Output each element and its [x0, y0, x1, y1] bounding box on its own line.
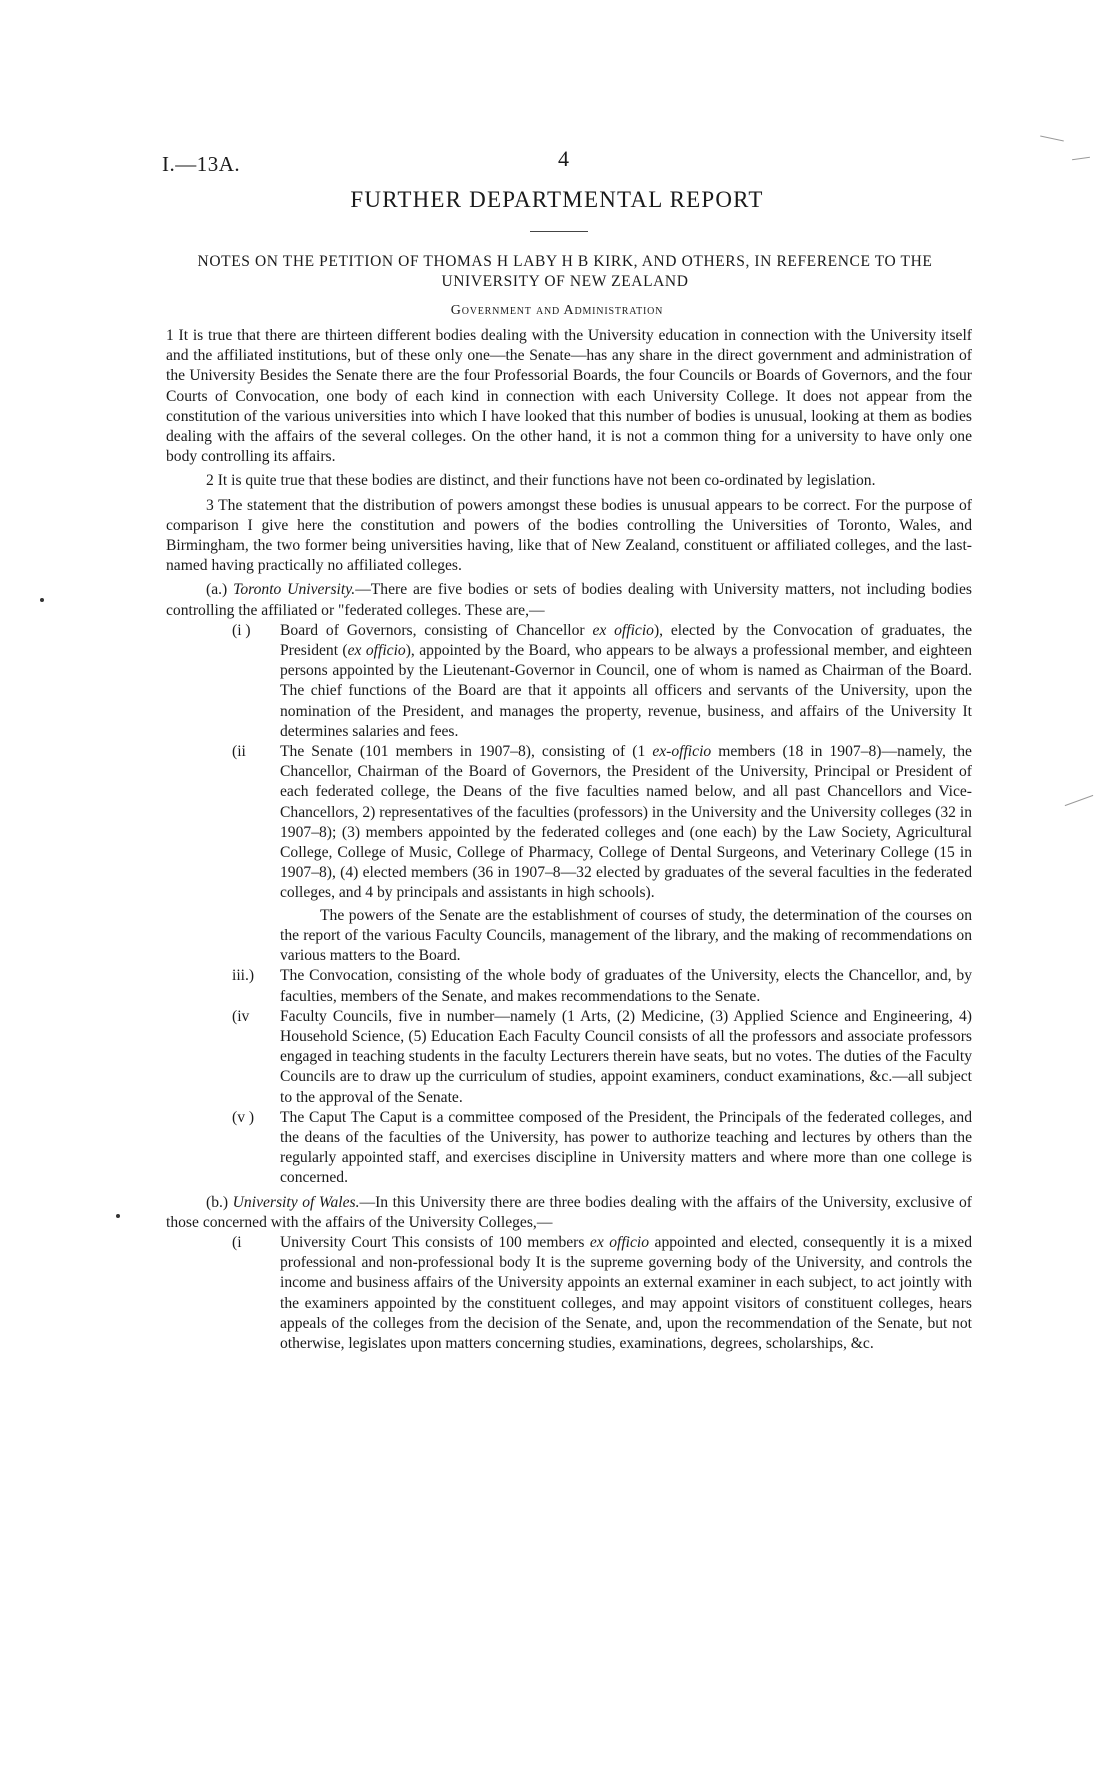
report-body: [166, 326, 972, 1354]
list-item: (i University Court This consists of 100 members ex officio appointed and elected, consequently it is a mixed professional and non-professional body It is the supreme governing body of the University, and controls the income and business affairs of the University appoints an external examiner in each subject, to act jointly with the examiners appointed by the constituent colleges, and may appoint visitors of constituent colleges, hears appeals of the colleges from the decision of the Senate, and, upon the recommendation of the Senate, but not otherwise, legislates upon matters concerning studies, examinations, degrees, scholarships, &c.: [232, 1233, 972, 1352]
scan-mark: [1072, 157, 1090, 160]
section-a-title: Toronto University.: [233, 581, 356, 599]
section-a-intro: [166, 580, 972, 620]
scan-mark: [1065, 795, 1094, 806]
senate-powers-paragraph: The powers of the Senate are the establishment of courses of study, the determination of the courses on the report of the various Faculty Councils, management of the library, and the making of recommendations on various matters to the Board.: [280, 906, 972, 965]
paragraph-1: 1 It is true that there are thirteen different bodies dealing with the University education in connection with the University itself and the affiliated institutions, but of these only one—the Senate—has any share in the direct government and administration of the University Besides the Senate there are the four Professorial Boards, the four Councils or Boards of Governors, and the four Courts of Convocation, one body of each kind in connection with each University College. It does not appear from the constitution of the various universities into which I have looked that this number of bodies is unusual, looking at them as bodies dealing with the affairs of the several colleges. On the other hand, it is not a common thing for a university to have only one body controlling its affairs.: [166, 327, 972, 466]
list-marker: (i ): [232, 621, 251, 639]
notes-heading: NOTES ON THE PETITION OF THOMAS H LABY H B KIRK, AND OTHERS, IN REFERENCE TO THE UNIVERSITY OF NEW ZEALAND: [197, 253, 933, 290]
section-b-intro: [166, 1193, 972, 1233]
list-item: (i ) Board of Governors, consisting of Chancellor ex officio), elected by the Convocation of graduates, the President (ex officio), appointed by the Board, who appears to be always a professional member, and eighteen persons appointed by the Lieutenant-Governor in Council, one of whom is named as Chairman of the Board. The chief functions of the Board are that it appoints all officers and servants of the University, upon the nomination of the President, and manages the property, revenue, business, and affairs of the University It determines salaries and fees.: [232, 621, 972, 740]
document-reference: I.—13A.: [162, 152, 241, 176]
list-item: iii.) The Convocation, consisting of the whole body of graduates of the University, elects the Chancellor, and, by faculties, members of the Senate, and makes recommendations to the Senate.: [232, 967, 972, 1005]
list-item: (ii The Senate (101 members in 1907–8), consisting of (1 ex-officio members (18 in 1907–8)—namely, the Chancellor, Chairman of the Board of Governors, the President of the University, Principal or President of each federated college, the Deans of the five faculties named below, and all past Chancellors and Vice-Chancellors, 2) representatives of the faculties (professors) in the University and the University colleges (32 in 1907–8); (3) members appointed by the federated colleges and (one each) by the Law Society, Agricultural College, College of Music, College of Pharmacy, College of Dental Surgeons, and Veterinary College (15 in 1907–8), (4) elected members (36 in 1907–8—32 elected by graduates of the several faculties in the federated colleges, and 4 by principals and assistants in high schools).: [232, 743, 972, 902]
section-a-label: (a.): [206, 581, 228, 599]
paragraph-3: 3 The statement that the distribution of powers amongst these bodies is unusual appears to be correct. For the purpose of comparison I give here the constitution and powers of the bodies controlling the Universities of Toronto, Wales, and Birmingham, the two former being universities having, like that of New Zealand, constituent or affiliated colleges, and the last-named having practically no affiliated colleges.: [166, 496, 972, 575]
scan-dot: [40, 598, 44, 602]
list-marker: (iv: [232, 1007, 250, 1025]
list-marker: (ii: [232, 743, 246, 761]
title-divider: [530, 231, 588, 232]
list-item: (v ) The Caput The Caput is a committee composed of the President, the Principals of the federated colleges, and the deans of the faculties of the University, has power to authorize teaching and lectures by others than the regularly appointed staff, and exercises discipline in University matters and where more than one college is concerned.: [232, 1108, 972, 1187]
list-marker: (v ): [232, 1108, 255, 1126]
section-heading: Government and Administration: [450, 303, 664, 318]
list-marker: iii.): [232, 967, 255, 985]
wales-bodies-list: [166, 1233, 972, 1354]
list-item: (iv Faculty Councils, five in number—namely (1 Arts, (2) Medicine, (3) Applied Science and Engineering, 4) Household Science, (5) Education Each Faculty Council consists of all the professors and associate professors engaged in teaching students in the faculty Lecturers therein have seats, but no votes. The duties of the Faculty Councils are to draw up the curriculum of studies, appoint examiners, conduct examinations, &c.—all subject to the approval of the Senate.: [232, 1007, 972, 1106]
section-b-text: —In this University there are three bodies dealing with the affairs of the University, exclusive of those concerned with the affairs of the University Colleges,—: [166, 1193, 972, 1231]
paragraph-2: 2 It is quite true that these bodies are distinct, and their functions have not been co-ordinated by legislation.: [206, 472, 876, 490]
list-marker: (i: [232, 1233, 242, 1251]
page-number: 4: [558, 146, 569, 171]
section-b-label: (b.): [206, 1193, 229, 1211]
section-b-title: University of Wales.: [232, 1193, 360, 1211]
scan-dot: [116, 1214, 120, 1218]
toronto-bodies-list: [166, 621, 972, 1189]
report-title: FURTHER DEPARTMENTAL REPORT: [350, 187, 764, 212]
scan-mark: [1040, 136, 1064, 142]
section-a-text: —There are five bodies or sets of bodies dealing with University matters, not including bodies controlling the affiliated or "federated colleges. These are,—: [166, 581, 972, 619]
